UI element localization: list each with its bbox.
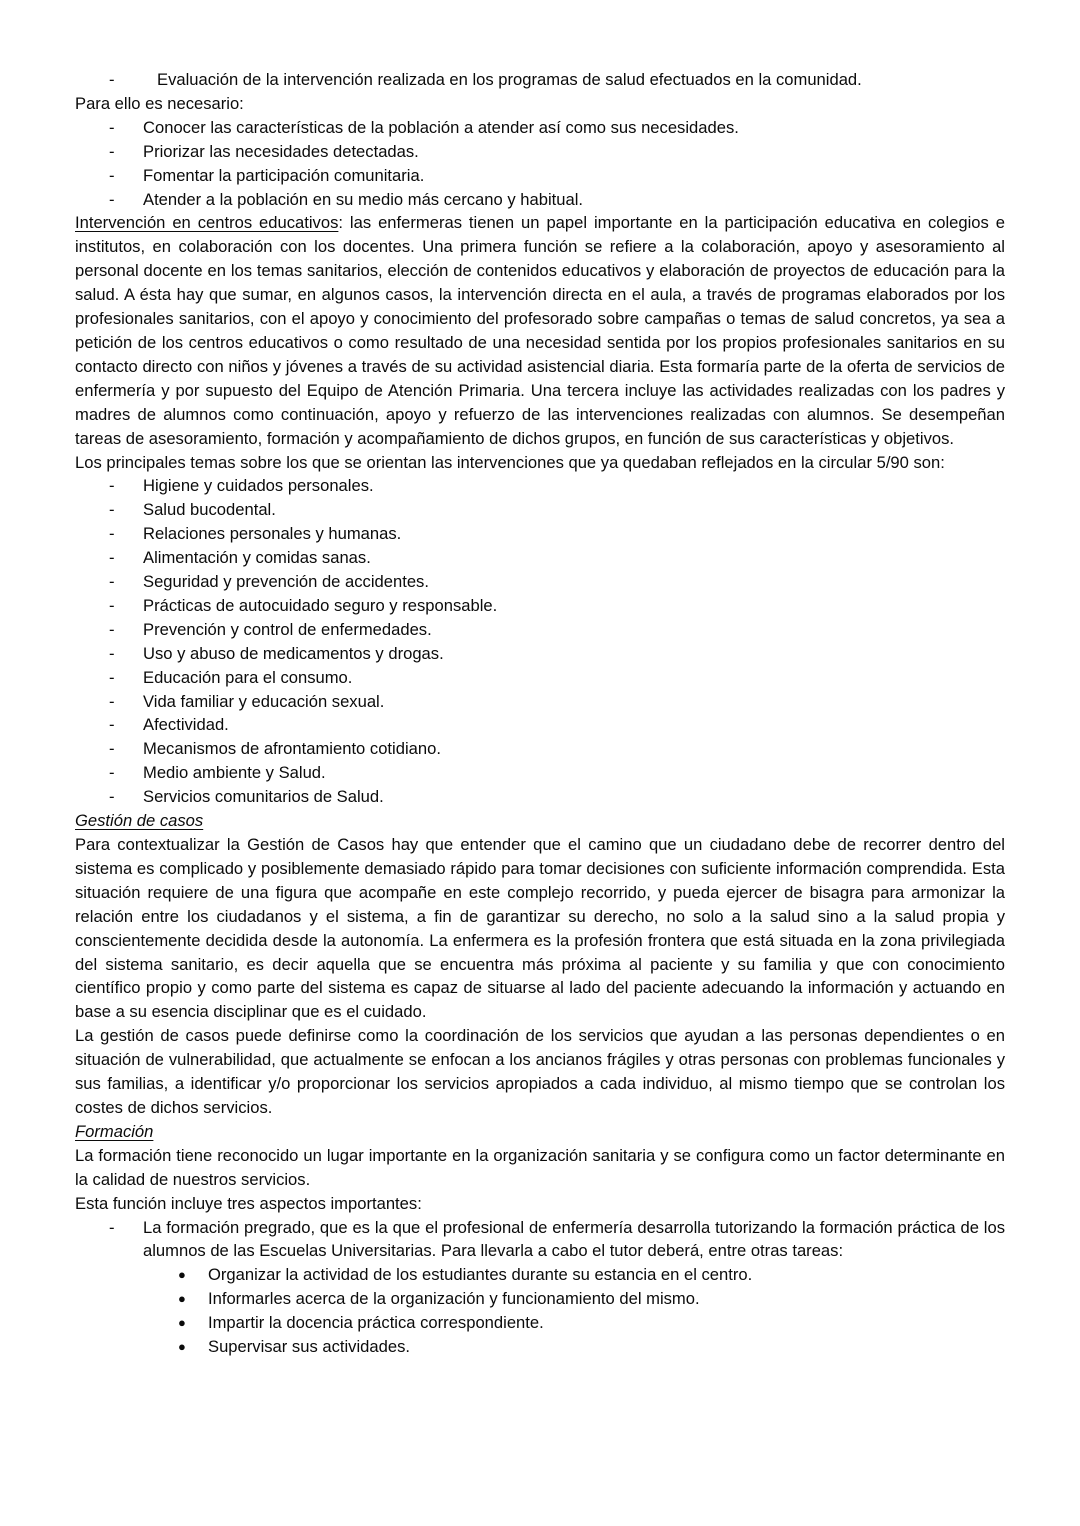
list-item bbox=[75, 1287, 1005, 1311]
list-item bbox=[75, 737, 1005, 761]
dash-marker: - bbox=[109, 667, 115, 687]
dash-marker: - bbox=[109, 189, 115, 209]
list-item-text: Servicios comunitarios de Salud. bbox=[143, 787, 384, 807]
dash-marker: - bbox=[109, 117, 115, 137]
list-item bbox=[75, 594, 1005, 618]
dash-marker: - bbox=[109, 739, 115, 759]
paragraph-gestion-2: La gestión de casos puede definirse como la coordinación de los servicios que ayudan a las personas dependientes o en situación de vulnerabilidad, que actualmente se enfocan a los ancianos frágiles y otras personas con problemas funcionales y sus familias, a identificar y/o proporcionar los servicios apropiados a cada individuo, al mismo tiempo que se controlan los costes de dichos servicios. bbox=[75, 1026, 1005, 1117]
list-item-text: Seguridad y prevención de accidentes. bbox=[143, 572, 429, 592]
requisitos-list bbox=[75, 116, 1005, 212]
list-item-text: Mecanismos de afrontamiento cotidiano. bbox=[143, 739, 441, 759]
dash-marker: - bbox=[109, 165, 115, 185]
list-item bbox=[75, 522, 1005, 546]
list-item-text: Relaciones personales y humanas. bbox=[143, 524, 402, 544]
list-item-text: Evaluación de la intervención realizada en los programas de salud efectuados en la comunidad. bbox=[157, 70, 862, 89]
tareas-tutor-list bbox=[75, 1263, 1005, 1359]
list-item bbox=[75, 164, 1005, 188]
list-item bbox=[75, 188, 1005, 212]
list-item-text: Atender a la población en su medio más cercano y habitual. bbox=[143, 189, 584, 209]
list-item-text: Higiene y cuidados personales. bbox=[143, 476, 374, 496]
list-item bbox=[75, 1216, 1005, 1264]
list-item bbox=[75, 761, 1005, 785]
temas-list bbox=[75, 474, 1005, 809]
list-item-text: Afectividad. bbox=[143, 715, 229, 735]
list-item bbox=[75, 1335, 1005, 1359]
list-item-text: La formación pregrado, que es la que el profesional de enfermería desarrolla tutorizando la formación práctica de los alumnos de las Escuelas Universitarias. Para llevarla a cabo el tutor deberá, entre otras tareas: bbox=[143, 1217, 1005, 1261]
list-item bbox=[75, 498, 1005, 522]
list-item bbox=[75, 642, 1005, 666]
dash-marker: - bbox=[109, 141, 115, 161]
bullet-marker: ● bbox=[178, 1267, 186, 1283]
bullet-marker: ● bbox=[178, 1315, 186, 1331]
dash-marker: - bbox=[109, 1217, 115, 1237]
heading-formacion: Formación bbox=[75, 1121, 154, 1141]
dash-marker: - bbox=[109, 595, 115, 615]
list-item bbox=[75, 690, 1005, 714]
dash-marker: - bbox=[109, 548, 115, 568]
list-item-text: Supervisar sus actividades. bbox=[208, 1337, 410, 1357]
heading-gestion-de-casos-line bbox=[75, 809, 1005, 833]
dash-marker: - bbox=[109, 524, 115, 544]
list-item bbox=[75, 666, 1005, 690]
list-item bbox=[75, 1311, 1005, 1335]
list-item bbox=[75, 116, 1005, 140]
list-item bbox=[75, 474, 1005, 498]
formacion-aspectos-list bbox=[75, 1216, 1005, 1264]
dash-marker: - bbox=[109, 691, 115, 711]
paragraph-formacion-1: La formación tiene reconocido un lugar importante en la organización sanitaria y se configura como un factor determinante en la calidad de nuestros servicios. bbox=[75, 1145, 1005, 1189]
dash-marker: - bbox=[109, 763, 115, 783]
bullet-marker: ● bbox=[178, 1339, 186, 1355]
dash-marker: - bbox=[109, 643, 115, 663]
paragraph-intervencion-centros-educativos bbox=[75, 211, 1005, 450]
dash-marker: - bbox=[109, 572, 115, 592]
paragraph-intervencion-text: : las enfermeras tienen un papel importante en la participación educativa en colegios e institutos, en colaboración con los docentes. Una primera función se refiere a la colaboración, apoyo y asesoramiento al personal docente en los temas sanitarios, elección de contenidos educativos y elaboración de proyectos de educación para la salud. A ésta hay que sumar, en algunos casos, la intervención directa en el aula, a través de programas elaborados por los profesionales sanitarios, con el apoyo y conocimiento del profesorado sobre campañas o temas de salud concretos, ya sea a petición de los centros educativos o como resultado de una necesidad sentida por los propios profesionales sanitarios en su contacto directo con niños y jóvenes a través de su actividad asistencial diaria. Esta formaría parte de la oferta de servicios de enfermería y por supuesto del Equipo de Atención Primaria. Una tercera incluye las actividades realizadas con los padres y madres de alumnos como continuación, apoyo y refuerzo de las intervenciones realizadas con alumnos. Se desempeñan tareas de asesoramiento, formación y acompañamiento de dichos grupos, en función de sus características y objetivos. bbox=[75, 213, 1005, 448]
list-item-text: Uso y abuso de medicamentos y drogas. bbox=[143, 643, 444, 663]
list-item bbox=[75, 618, 1005, 642]
heading-gestion-de-casos: Gestión de casos bbox=[75, 811, 204, 831]
list-item-text: Salud bucodental. bbox=[143, 500, 276, 520]
list-item bbox=[75, 713, 1005, 737]
lead-item-list bbox=[75, 68, 1005, 92]
dash-marker: - bbox=[109, 476, 115, 496]
list-item-text: Prevención y control de enfermedades. bbox=[143, 619, 432, 639]
paragraph-para-ello: Para ello es necesario: bbox=[75, 93, 244, 113]
list-item-text: Alimentación y comidas sanas. bbox=[143, 548, 371, 568]
dash-marker: - bbox=[109, 787, 115, 807]
list-item-text: Informarles acerca de la organización y funcionamiento del mismo. bbox=[208, 1289, 700, 1309]
heading-formacion-line bbox=[75, 1120, 1005, 1144]
list-item bbox=[75, 570, 1005, 594]
dash-marker: - bbox=[109, 500, 115, 520]
dash-marker: - bbox=[109, 715, 115, 735]
list-item-text: Educación para el consumo. bbox=[143, 667, 353, 687]
list-item-text: Fomentar la participación comunitaria. bbox=[143, 165, 425, 185]
paragraph-formacion-2: Esta función incluye tres aspectos importantes: bbox=[75, 1193, 422, 1213]
list-item bbox=[75, 140, 1005, 164]
heading-intervencion-centros-educativos: Intervención en centros educativos bbox=[75, 213, 339, 233]
list-item-text: Impartir la docencia práctica correspondiente. bbox=[208, 1313, 544, 1333]
paragraph-gestion-1: Para contextualizar la Gestión de Casos hay que entender que el camino que un ciudadano debe de recorrer dentro del sistema es complicado y posiblemente demasiado rápido para tomar decisiones con suficiente información comprendida. Esta situación requiere de una figura que acompañe en este complejo recorrido, y pueda ejercer de bisagra para armonizar la relación entre los ciudadanos y el sistema, a fin de garantizar su derecho, no solo a la salud sino a la salud propia y conscientemente decidida desde la autonomía. La enfermera es la profesión frontera que está situada en la zona privilegiada del sistema sanitario, es decir aquella que se encuentra más próxima al paciente y su familia y que con conocimiento científico propio y como parte del sistema es capaz de situarse al lado del paciente adecuando la información y actuando en base a su esencia disciplinar que es el cuidado. bbox=[75, 835, 1005, 1022]
list-item-text: Organizar la actividad de los estudiantes durante su estancia en el centro. bbox=[208, 1265, 753, 1285]
list-item-text: Medio ambiente y Salud. bbox=[143, 763, 326, 783]
list-item bbox=[75, 68, 1005, 92]
list-item bbox=[75, 546, 1005, 570]
list-item-text: Priorizar las necesidades detectadas. bbox=[143, 141, 419, 161]
list-item bbox=[75, 1263, 1005, 1287]
list-item-text: Conocer las características de la población a atender así como sus necesidades. bbox=[143, 117, 739, 137]
list-item-text: Prácticas de autocuidado seguro y responsable. bbox=[143, 595, 498, 615]
document-body bbox=[75, 68, 1005, 1359]
list-item bbox=[75, 785, 1005, 809]
list-item-text: Vida familiar y educación sexual. bbox=[143, 691, 385, 711]
paragraph-temas-intro: Los principales temas sobre los que se orientan las intervenciones que ya quedaban reflejados en la circular 5/90 son: bbox=[75, 452, 945, 472]
dash-marker: - bbox=[109, 619, 115, 639]
bullet-marker: ● bbox=[178, 1291, 186, 1307]
dash-marker: - bbox=[109, 70, 115, 89]
